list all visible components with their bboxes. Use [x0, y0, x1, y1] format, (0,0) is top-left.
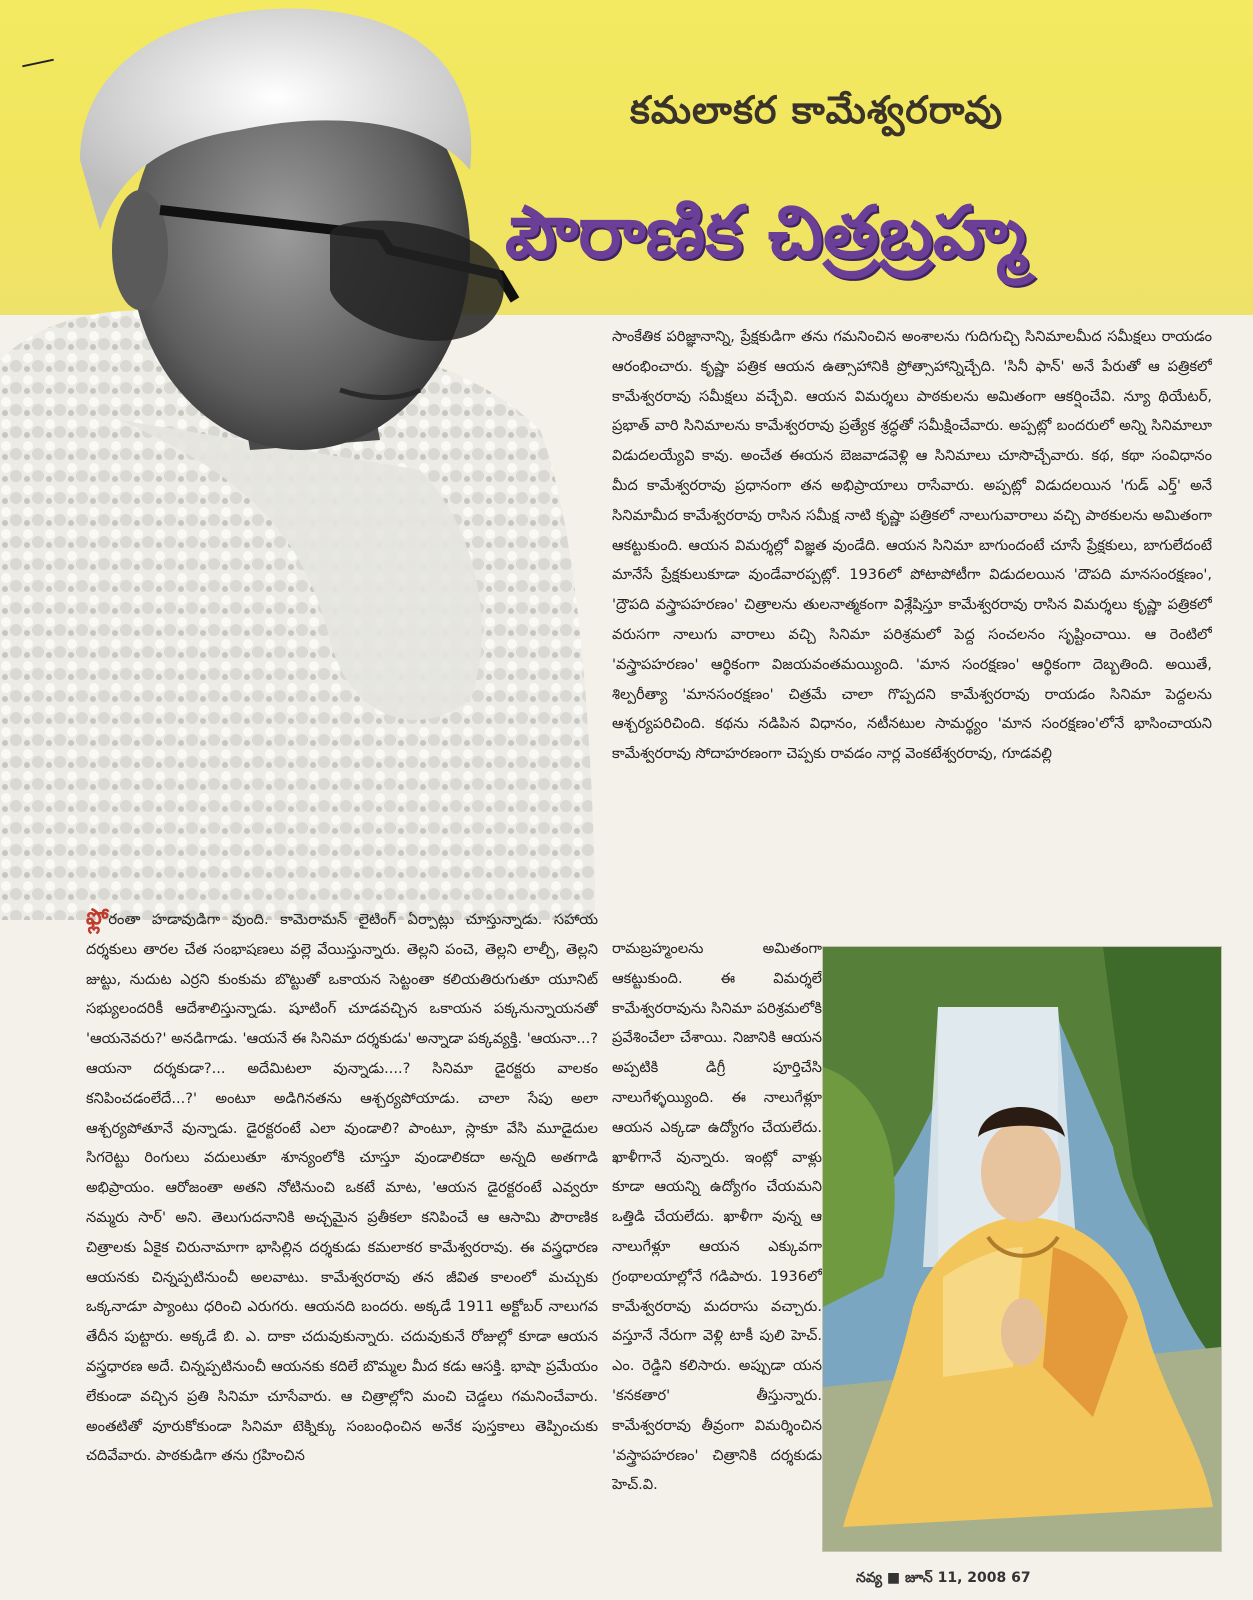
article-column-right: సాంకేతిక పరిజ్ఞానాన్ని, ప్రేక్షకుడిగా తను గమనించిన అంశాలను గుదిగుచ్చి సినిమాలమీద సమీక్షలు రాయడం ఆరంభించారు. కృష్ణా పత్రిక ఆయన ఉత్సాహానికి ప్రోత్సాహాన్నిచ్చేది. 'సినీ ఫాన్' అనే పేరుతో ఆ పత్రికలో కామేశ్వరరావు సమీక్షలు వచ్చేవి. ఆయన విమర్శలు పాఠకులను అమితంగా ఆకర్షించేవి. న్యూ థియేటర్, ప్రభాత్ వారి సినిమాలను కామేశ్వరరావు ప్రత్యేక శ్రద్ధతో సమీక్షించేవారు. అప్పట్లో బందరులో అన్ని సినిమాలూ విడుదలయ్యేవి కావు. అంచేత ఈయన బెజవాడవెళ్లి ఆ సినిమాలు చూసొచ్చేవారు. కథ, కథా సంవిధానం మీద కామేశ్వరరావు ప్రధానంగా తన అభిప్రాయాలు రాసేవారు. అప్పట్లో విడుదలయిన 'గుడ్ ఎర్త్' అనే సినిమామీద కామేశ్వరరావు రాసిన సమీక్ష నాటి కృష్ణా పత్రికలో నాలుగువారాలు వచ్చి పాఠకులను అమితంగా ఆకట్టుకుంది. ఆయన విమర్శల్లో విజ్ఞత వుండేది. ఆయన సినిమా బాగుందంటే చూసే ప్రేక్షకులు, బాగులేదంటే మానేసే ప్రేక్షకులుకూడా వుండేవారప్పట్లో. 1936లో పోటాపోటీగా విడుదలయిన 'దౌపది మానసంరక్షణం', 'ద్రౌపది వస్త్రాపహరణం' చిత్రాలను తులనాత్మకంగా విశ్లేషిస్తూ కామేశ్వరరావు రాసిన విమర్శలు కృష్ణా పత్రికలో వరుసగా నాలుగు వారాలు వచ్చి సినిమా పరిశ్రమలో పెద్ద సంచలనం సృష్టించాయి. ఆ రెంటిలో 'వస్త్రాపహరణం' ఆర్థికంగా విజయవంతమయ్యింది. 'మాన సంరక్షణం' ఆర్థికంగా దెబ్బతింది. అయితే, శిల్పరీత్యా 'మానసంరక్షణం' చిత్రమే చాలా గొప్పదని కామేశ్వరరావు రాయడం సినిమా పెద్దలను ఆశ్చర్యపరిచింది. కథను నడిపిన విధానం, నటీనటుల సామర్థ్యం 'మాన సంరక్షణం'లోనే భాసించాయని కామేశ్వరరావు సోదాహరణంగా చెప్పకు రావడం నార్ల వెంకటేశ్వరరావు, గూడవల్లి	[612, 328, 1212, 763]
portrait-photo	[0, 0, 595, 920]
page-footer: నవ్య ■ జూన్ 11, 2008 67	[856, 1570, 1031, 1586]
drop-cap: ఫ్లో	[86, 905, 109, 930]
article-subtitle: కమలాకర కామేశ్వరరావు	[630, 88, 1004, 132]
left-column-text: రంతా హడావుడిగా వుంది. కామెరామన్ లైటింగ్ ఏర్పాట్లు చూస్తున్నాడు. సహాయ దర్శకులు తారల చేత సంభాషణలు వల్లె వేయిస్తున్నారు. తెల్లని పంచె, తెల్లని లాల్చీ, తెల్లని జుట్టు, నుదుట ఎర్రని కుంకుమ బొట్టుతో ఒకాయన సెట్టంతా కలియతిరుగుతూ యూనిట్ సభ్యులందరికీ ఆదేశాలిస్తున్నాడు. షూటింగ్ చూడవచ్చిన ఒకాయన పక్కనున్నాయనతో 'ఆయనెవరు?' అనడిగాడు. 'ఆయనే ఈ సినిమా దర్శకుడు' అన్నాడా పక్కవ్యక్తి. 'ఆయనా...? ఆయనా దర్శకుడా?... అదేమిటలా వున్నాడు....? సినిమా డైరక్టరు వాలకం కనిపించడంలేదే...?' అంటూ అడిగినతను ఆశ్చర్యపోయాడు. చాలా సేపు అలా ఆశ్చర్యపోతూనే వున్నాడు. డైరక్టరంటే ఎలా వుండాలి? పాంటూ, స్లాకూ వేసి మూడైదుల సిగరెట్టు రింగులు వదులుతూ శూన్యంలోకి చూస్తూ వుండాలికదా అన్నది అతగాడి అభిప్రాయం. ఆరోజంతా అతని నోటినుంచి ఒకటే మాట, 'ఆయన డైరక్టరంటే ఎవ్వరూ నమ్మరు సార్' అని. తెలుగుదనానికి అచ్చమైన ప్రతీకలా కనిపించే ఆ ఆసామి పౌరాణిక చిత్రాలకు ఏకైక చిరునామాగా భాసిల్లిన దర్శకుడు కమలాకర కామేశ్వరరావు. ఈ వస్త్రధారణ ఆయనకు చిన్నప్పటినుంచీ అలవాటు. కామేశ్వరరావు తన జీవిత కాలంలో మచ్చుకు ఒక్కనాడూ ప్యాంటు ధరించి ఎరుగరు. ఆయనది బందరు. అక్కడే 1911 అక్టోబర్ నాలుగవ తేదీన పుట్టారు. అక్కడే బి. ఎ. దాకా చదువుకున్నారు. చదువుకునే రోజుల్లో కూడా ఆయన వస్త్రధారణ అదే. చిన్నప్పటినుంచీ ఆయనకు కదిలే బొమ్మల మీద కడు ఆసక్తి. భాషా ప్రమేయం లేకుండా వచ్చిన ప్రతి సినిమా చూసేవారు. ఆ చిత్రాల్లోని మంచి చెడ్డలు గమనించేవారు. అంతటితో వూరుకోకుండా సినిమా టెక్నిక్కు సంబంధించిన అనేక పుస్తకాలు తెప్పించుకు చదివేవారు. పాఠకుడిగా తను గ్రహించిన	[86, 911, 598, 1465]
article-column-left	[86, 903, 598, 1553]
article-column-middle: రామబ్రహ్మంలను అమితంగా ఆకట్టుకుంది. ఈ విమర్శలే కామేశ్వరరావును సినిమా పరిశ్రమలోకి ప్రవేశించేలా చేశాయి. నిజానికి ఆయన అప్పటికి డిగ్రీ పూర్తిచేసి నాలుగేళ్ళయ్యింది. ఈ నాలుగేళ్లూ ఆయన ఎక్కడా ఉద్యోగం చేయలేదు. ఖాళీగానే వున్నారు. ఇంట్లో వాళ్లు కూడా ఆయన్ని ఉద్యోగం చేయమని ఒత్తిడి చేయలేదు. ఖాళీగా వున్న ఆ నాలుగేళ్లూ ఆయన ఎక్కువగా గ్రంథాలయాల్లోనే గడిపారు. 1936లో కామేశ్వరరావు మదరాసు వచ్చారు. వస్తూనే నేరుగా వెళ్లి టాకీ పులి హెచ్. ఎం. రెడ్డిని కలిసారు. అప్పుడా యన 'కనకతార' తీస్తున్నారు. కామేశ్వరరావు తీవ్రంగా విమర్శించిన 'వస్త్రాపహరణం' చిత్రానికి దర్శకుడు హెచ్.వి.	[612, 940, 822, 1494]
sage-photo	[822, 946, 1222, 1552]
article-title: పౌరాణిక చిత్రబ్రహ్మ	[505, 190, 1026, 274]
